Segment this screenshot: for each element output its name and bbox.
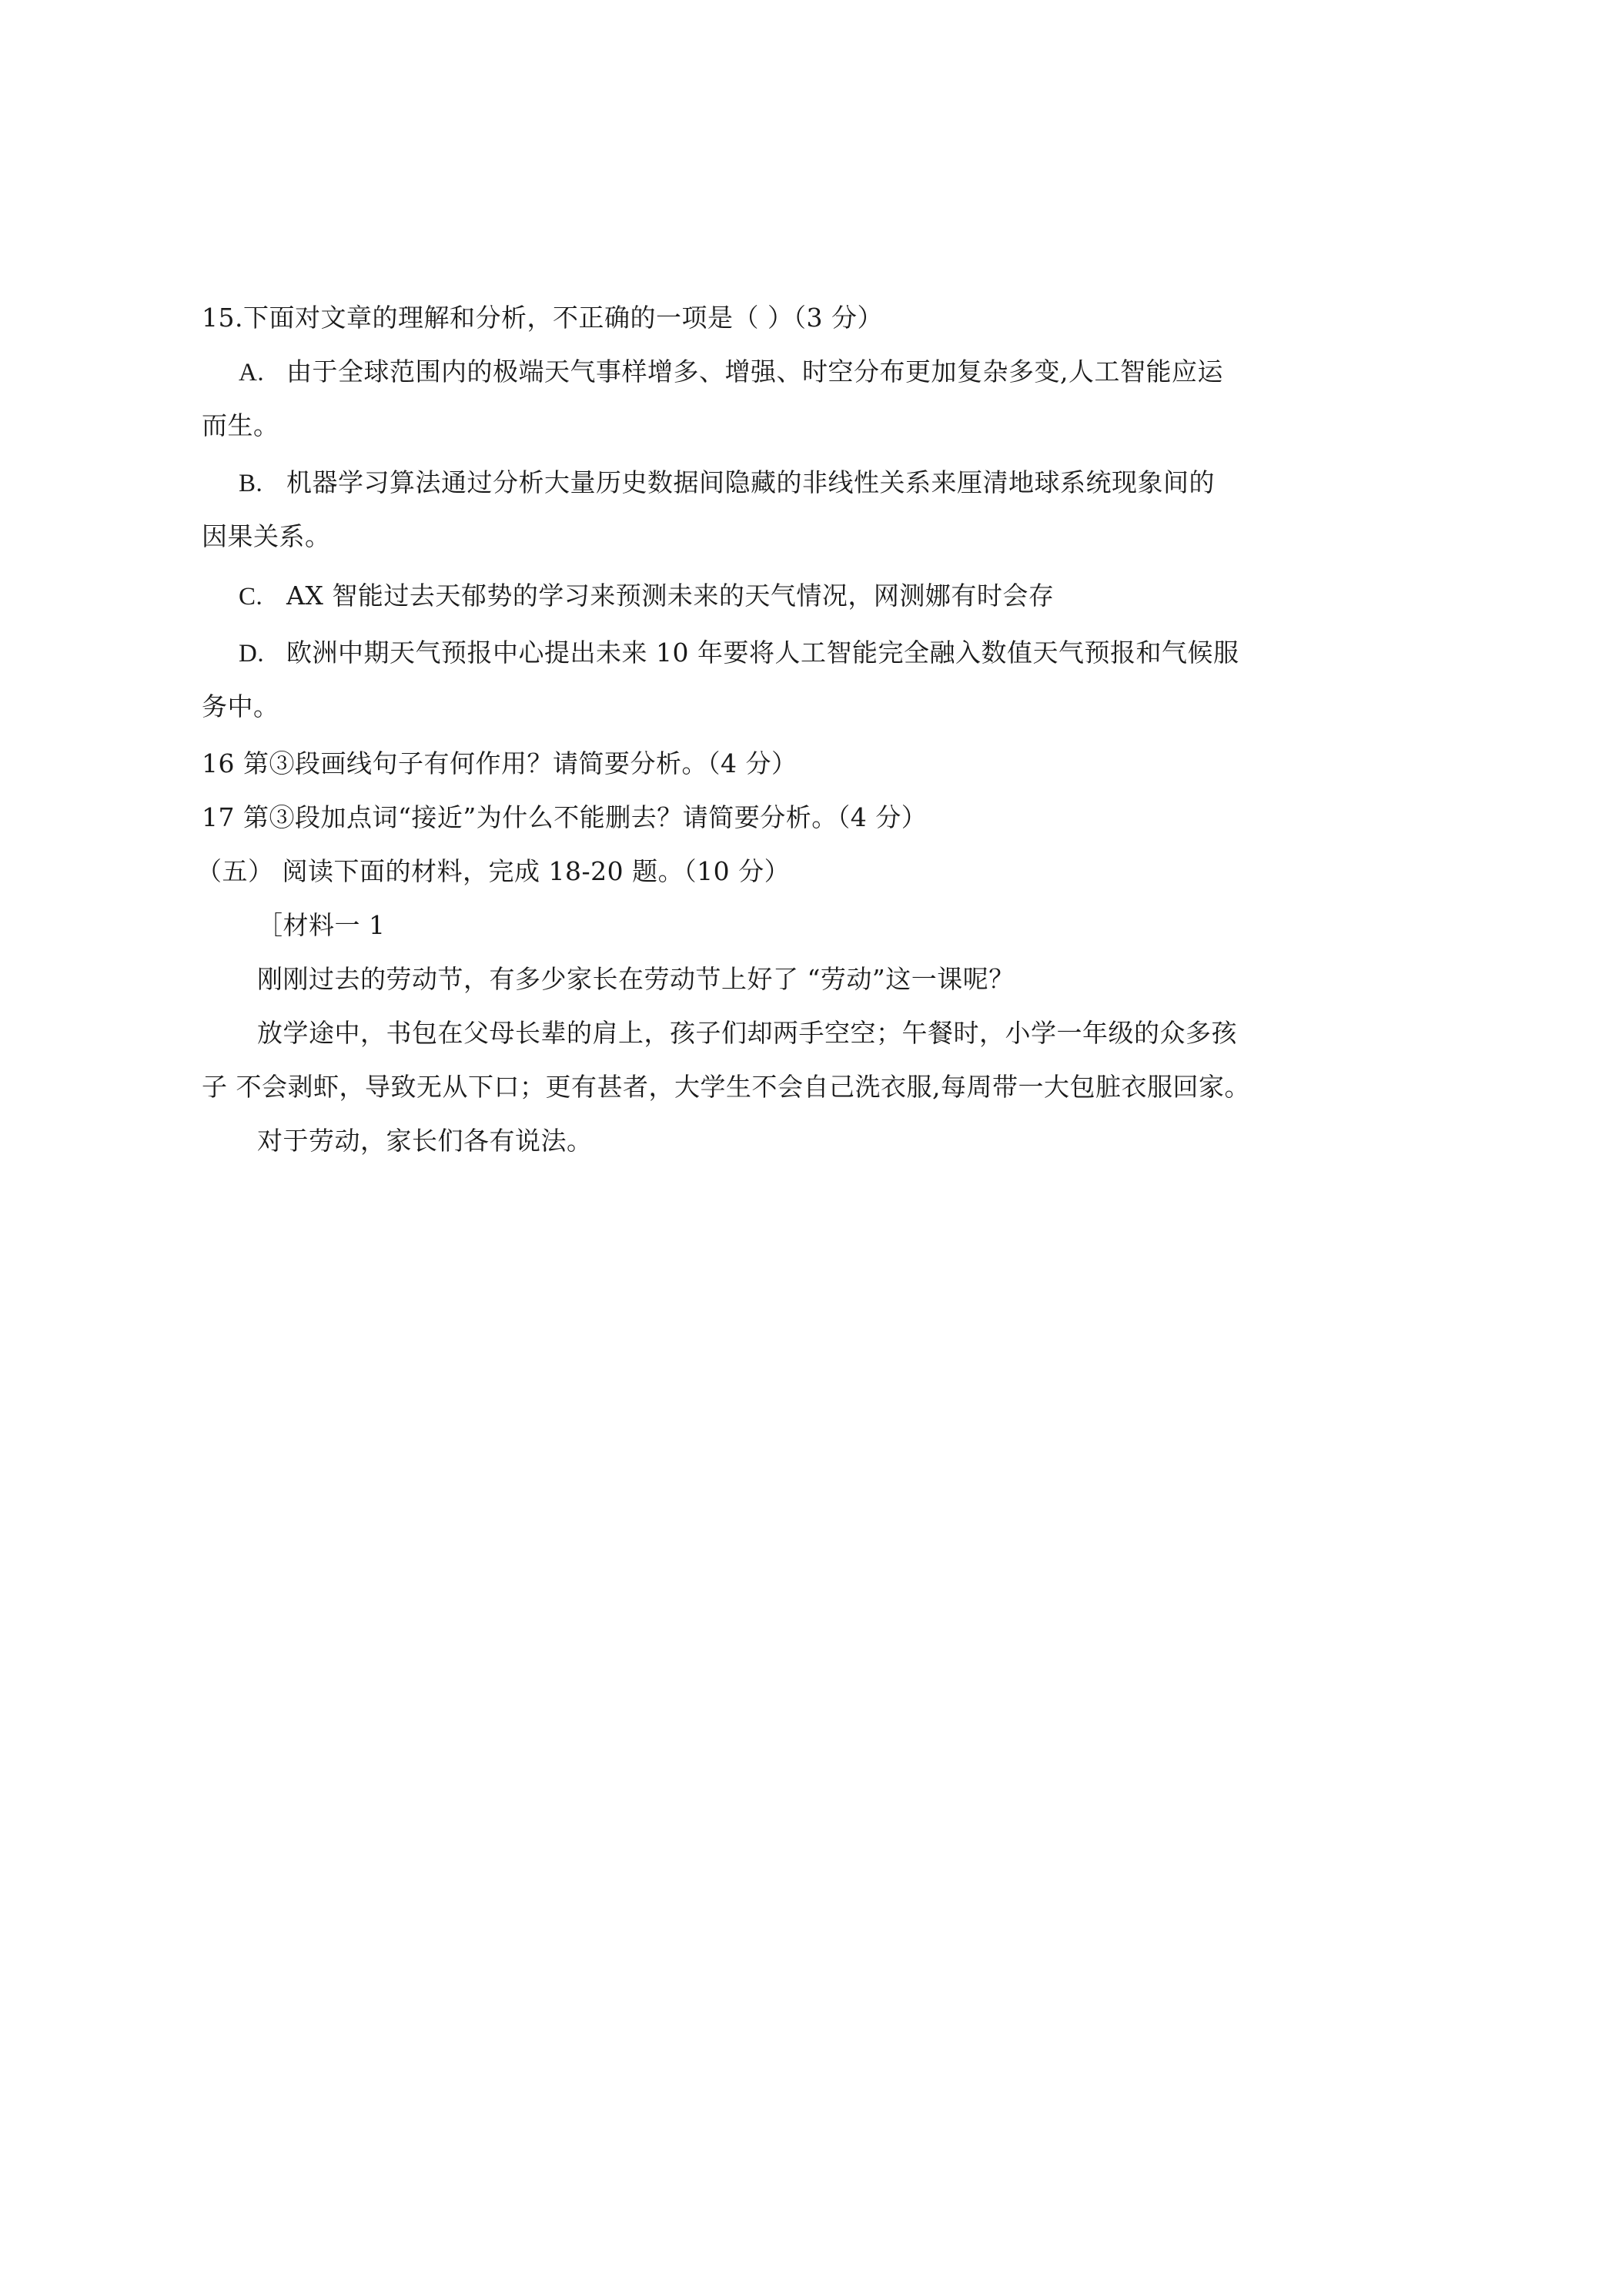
material-paragraph-1: 刚刚过去的劳动节，有多少家长在劳动节上好了 “劳动”这一课呢？ [257, 964, 1015, 994]
option-a-letter: A. [239, 359, 265, 387]
option-b-text: 机器学习算法通过分析大量历史数据间隐藏的非线性关系来厘清地球系统现象间的 [286, 467, 1215, 497]
option-d-text: 欧洲中期天气预报中心提出未来 10 年要将人工智能完全融入数值天气预报和气候服 [286, 638, 1239, 668]
option-d-line-2: 务中。 [202, 691, 279, 721]
option-c-text: AX 智能过去天郁势的学习来预测未来的天气情况，网测娜有时会存 [286, 581, 1055, 611]
material-paragraph-3: 对于劳动，家长们各有说法。 [257, 1126, 593, 1156]
option-a-line-1 [239, 355, 1223, 390]
option-d-letter: D. [239, 640, 265, 668]
option-c-letter: C. [239, 583, 263, 611]
section-5-heading: （五） 阅读下面的材料，完成 18-20 题。（10 分） [196, 856, 791, 886]
material-1-heading: ［材料一 1 [257, 910, 386, 940]
option-b-line-2: 因果关系。 [202, 521, 331, 551]
option-b-letter: B. [239, 470, 263, 497]
option-a-line-2: 而生。 [202, 410, 279, 440]
option-d-line-1 [239, 636, 1239, 671]
option-c-line-1 [239, 579, 1054, 614]
option-b-line-1 [239, 466, 1215, 500]
material-paragraph-2-line-1: 放学途中，书包在父母长辈的肩上，孩子们却两手空空；午餐时，小学一年级的众多孩 [257, 1018, 1237, 1048]
question-17: 17 第③段加点词“接近”为什么不能删去？请简要分析。（4 分） [202, 802, 928, 832]
question-15-stem: 15.下面对文章的理解和分析，不正确的一项是（ ）（3 分） [202, 303, 883, 333]
option-a-text: 由于全球范围内的极端天气事样增多、增强、时空分布更加复杂多变,人工智能应运 [286, 356, 1223, 387]
question-16: 16 第③段画线句子有何作用？请简要分析。（4 分） [202, 748, 798, 778]
material-paragraph-2-line-2: 子 不会剥虾，导致无从下口；更有甚者，大学生不会自己洗衣服,每周带一大包脏衣服回家。 [202, 1072, 1250, 1102]
